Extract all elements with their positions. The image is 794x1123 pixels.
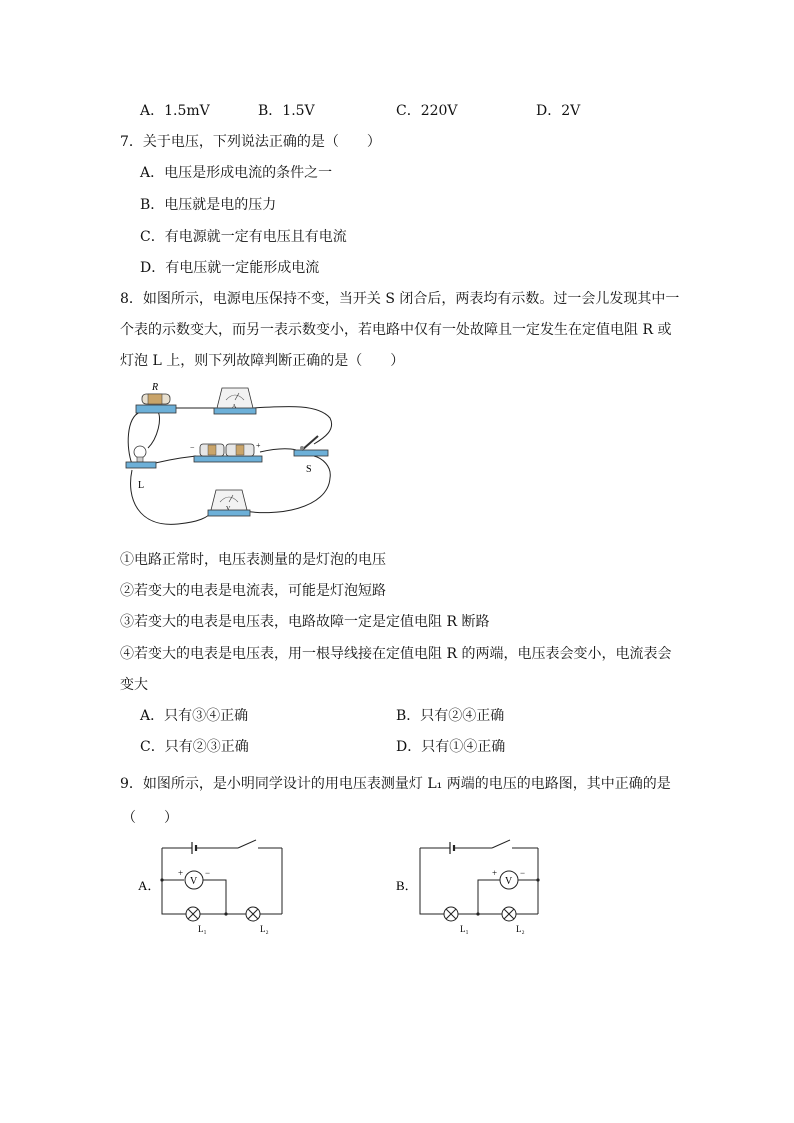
q8-statement-2: ②若变大的电表是电流表，可能是灯泡短路 (120, 583, 386, 599)
ammeter-label: A (232, 404, 237, 410)
svg-text:+: + (256, 441, 261, 450)
q8-statement-1: ①电路正常时，电压表测量的是灯泡的电压 (120, 552, 386, 568)
q7-option-b: B．电压就是电的压力 (140, 197, 277, 213)
q9-b-lamp1-label: L₁ (460, 924, 469, 934)
q8-circuit-svg (118, 378, 348, 538)
voltmeter-label: V (226, 506, 231, 512)
q7-stem: 7．关于电压，下列说法正确的是（ ） (120, 134, 381, 150)
q7-option-a: A．电压是形成电流的条件之一 (140, 165, 333, 181)
svg-text:+: + (178, 868, 184, 878)
svg-text:−: − (520, 868, 526, 878)
q9-a-lamp1-icon (186, 907, 200, 921)
ammeter-icon (214, 388, 256, 414)
q9-a-lamp2-label: L₂ (260, 924, 269, 934)
q9-diagram-b-label: B． (396, 878, 418, 893)
q8-option-d: D．只有①④正确 (396, 739, 506, 755)
q8-statement-4-cont: 变大 (120, 677, 148, 693)
q9-b-lamp2-icon (502, 907, 516, 921)
q9-a-lamp2-icon (246, 907, 260, 921)
q8-statement-4: ④若变大的电表是电压表，用一根导线接在定值电阻 R 的两端，电压表会变小，电流表会 (120, 646, 672, 662)
switch-icon (294, 436, 328, 456)
q6-option-b: B．1.5V (258, 103, 315, 119)
q9-diagram-a-label: A． (138, 878, 161, 893)
resistor-label: R (152, 382, 159, 393)
q8-stem-line-1: 8．如图所示，电源电压保持不变，当开关 S 闭合后，两表均有示数。过一会儿发现其中一 (120, 291, 680, 307)
q8-option-b: B．只有②④正确 (396, 708, 505, 724)
lamp-label: L (138, 480, 145, 491)
q8-statement-3: ③若变大的电表是电压表，电路故障一定是定值电阻 R 断路 (120, 614, 490, 630)
q7-option-c: C．有电源就一定有电压且有电流 (140, 229, 347, 245)
switch-label: S (306, 464, 312, 475)
q9-a-lamp1-label: L₁ (198, 924, 207, 934)
q9-diagram-a (138, 838, 288, 938)
q9-b-lamp1-icon (444, 907, 458, 921)
svg-text:−: − (205, 868, 211, 878)
svg-text:+: + (492, 868, 498, 878)
q8-stem-line-2: 个表的示数变大，而另一表示数变小，若电路中仅有一处故障且一定发生在定值电阻 R 或 (120, 322, 672, 338)
q9-a-voltmeter-icon (185, 871, 203, 889)
q9-b-voltmeter-label: V (505, 876, 513, 887)
q9-diagram-b (396, 838, 546, 938)
q8-circuit-figure (118, 378, 348, 538)
q6-option-a: A．1.5mV (140, 103, 210, 119)
q8-option-a: A．只有③④正确 (140, 708, 249, 724)
q9-b-lamp2-label: L₂ (516, 924, 525, 934)
q9-blank: （ ） (122, 810, 178, 826)
q6-option-d: D．2V (536, 103, 581, 119)
q9-a-voltmeter-label: V (190, 876, 198, 887)
q8-stem-line-3: 灯泡 L 上，则下列故障判断正确的是（ ） (120, 353, 405, 369)
battery-icon (190, 441, 262, 462)
q8-option-c: C．只有②③正确 (140, 739, 249, 755)
q7-option-d: D．有电压就一定能形成电流 (140, 260, 320, 276)
q6-option-c: C．220V (396, 103, 458, 119)
resistor-icon (136, 394, 176, 413)
lamp-icon (126, 446, 156, 468)
svg-text:−: − (190, 443, 195, 452)
voltmeter-icon (208, 490, 250, 516)
q9-stem: 9．如图所示，是小明同学设计的用电压表测量灯 L₁ 两端的电压的电路图，其中正确的是 (120, 776, 671, 792)
q9-b-voltmeter-icon (500, 871, 518, 889)
